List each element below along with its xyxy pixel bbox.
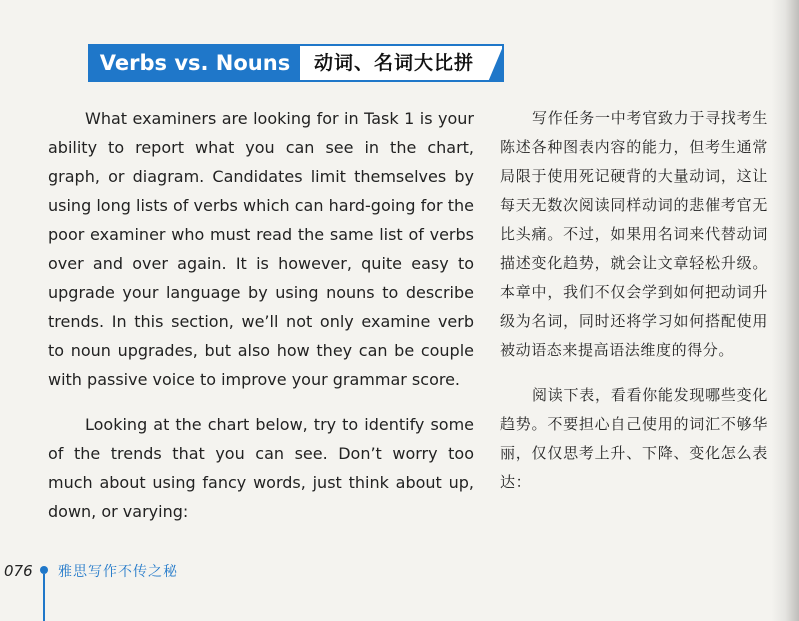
english-paragraph-1: What examiners are looking for in Task 1 is your ability to report what you can see in the chart, graph, or diagram. Candidates limit themselves by using long lists of verbs which can hard-going for the poor examiner who must read the same list of verbs over and over again. It is however, quite easy to upgrade your language by using nouns to describe trends. In this section, we’ll not only examine verb to noun upgrades, but also how they can be couple with passive voice to improve your grammar score.	[48, 109, 474, 389]
footer-dot-marker	[40, 566, 48, 574]
page-edge-shadow	[771, 0, 799, 621]
page-number: 076	[4, 562, 33, 580]
section-title-chinese: 动词、名词大比拼	[314, 52, 475, 74]
section-title-english: Verbs vs. Nouns	[90, 46, 300, 80]
chinese-paragraph-1: 写作任务一中考官致力于寻找考生陈述各种图表内容的能力，但考生通常局限于使用死记硬背的大量动词，这让每天无数次阅读同样动词的悲催考官无比头痛。不过，如果用名词来代替动词描述变化趋势，就会让文章轻松升级。本章中，我们不仅会学到如何把动词升级为名词，同时还将学习如何搭配使用被动语态来提高语法维度的得分。	[500, 109, 768, 359]
section-title-banner	[88, 44, 504, 82]
english-paragraph-2: Looking at the chart below, try to identify some of the trends that you can see. Don’t worry too much about using fancy words, just think about up, down, or varying:	[48, 415, 474, 521]
english-column	[48, 104, 474, 526]
chinese-column	[500, 104, 768, 497]
footer-vertical-rule	[43, 574, 45, 621]
banner-corner-decoration	[488, 44, 504, 82]
book-title: 雅思写作不传之秘	[58, 564, 178, 580]
chinese-paragraph-2: 阅读下表，看看你能发现哪些变化趋势。不要担心自己使用的词汇不够华丽，仅仅思考上升、下降、变化怎么表达：	[500, 386, 768, 491]
